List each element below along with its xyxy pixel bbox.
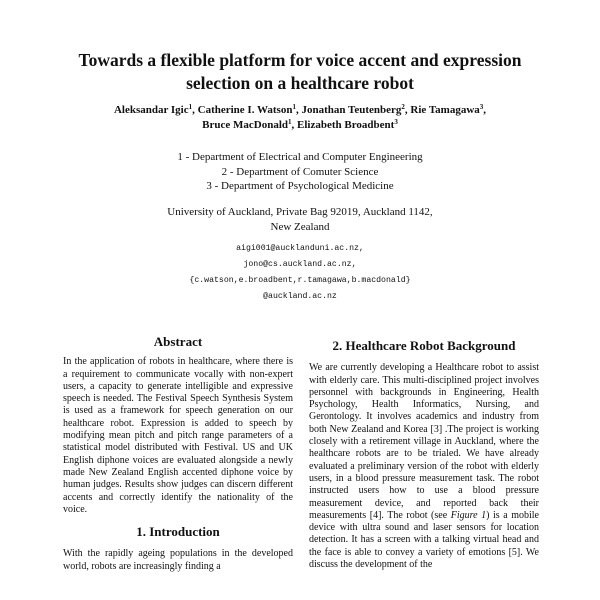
author-emails — [120, 241, 480, 305]
right-column — [309, 336, 539, 571]
title-line-1: Towards a flexible platform for voice accent and expression — [78, 50, 522, 70]
affiliation-line: 1 - Department of Electrical and Computer Engineering — [177, 151, 423, 163]
email-line: @auckland.ac.nz — [263, 292, 337, 301]
paper-title — [40, 49, 560, 95]
author-list — [40, 103, 560, 133]
authors-line-1: Aleksandar Igic$^1$, Catherine I. Watson$^1$, Jonathan Teutenberg$^2$, Rie Tamagawa$^3$, — [113, 103, 487, 116]
author-name: Catherine I. Watson — [197, 104, 293, 116]
address-line-2: New Zealand — [270, 220, 330, 233]
author-affiliation-mark: 3 — [394, 118, 398, 126]
left-column — [63, 336, 293, 573]
email-line: aigi001@aucklanduni.ac.nz, — [236, 244, 364, 253]
authors-line-2: Bruce MacDonald$^1$, Elizabeth Broadbent$^3$ — [202, 118, 398, 131]
email-line: jono@cs.auckland.ac.nz, — [243, 260, 357, 269]
title-line-2: selection on a healthcare robot — [186, 73, 414, 93]
abstract-body: In the application of robots in healthcare, where there is a requirement to communicate vocally with non-expert users, a capacity to generate intelligible and expressive speech is needed. The Festival Speech Synthesis System is used as a framework for speech generation on our healthcare robot. Expression is added to speech by modifying mean pitch and pitch range parameters of a statistical model distributed with Festival. US and UK English diphone voices are evaluated alongside a newly made New Zealand English accented diphone voice by human judges. Results show judges can discern different accents and correctly identify the nationality of the voice. — [63, 356, 293, 515]
author-name: Bruce MacDonald — [202, 119, 289, 131]
author-affiliation-mark: 1 — [288, 118, 292, 126]
affiliation-line: 2 - Department of Comuter Science — [221, 165, 379, 178]
introduction-body: With the rapidly ageing populations in the developed world, robots are increasingly finding a — [63, 548, 293, 572]
figure-reference: Figure 1 — [450, 509, 487, 521]
abstract-heading: Abstract — [153, 334, 203, 349]
affiliations — [0, 150, 600, 194]
author-name: Rie Tamagawa — [410, 104, 480, 116]
author-affiliation-mark: 2 — [401, 103, 405, 111]
institution-address — [150, 205, 450, 234]
email-line: {c.watson,e.broadbent,r.tamagawa,b.macdonald} — [189, 276, 411, 285]
author-name: Aleksandar Igic — [113, 104, 189, 116]
address-line-1: University of Auckland, Private Bag 92019, Auckland 1142, — [167, 206, 433, 218]
section-2-heading: 2. Healthcare Robot Background — [332, 338, 516, 353]
affiliation-line: 3 - Department of Psychological Medicine — [206, 180, 394, 192]
introduction-heading: 1. Introduction — [136, 524, 220, 540]
author-name: Elizabeth Broadbent — [297, 119, 395, 131]
author-affiliation-mark: 1 — [292, 103, 296, 111]
section-2-body: We are currently developing a Healthcare robot to assist with elderly care. This multi-disciplined project involves personnel with backgrounds in Engineering, Health Psychology, Health Informatics, Nursing, and Gerontology. It involves academics and industry from both New Zealand and Korea [3] .The project is working closely with a retirement village in Auckland, where the healthcare robots are to be trialed. We have already evaluated a preliminary version of the robot with elderly users, in a blood pressure measurement task. The robot instructed users how to use a blood pressure measurement device, and reported back their measurements [4]. The robot (see Figure 1) is a mobile device with ultra sound and laser sensors for location detection. It has a screen with a talking virtual head and the face is able to convey a variety of emotions [5]. We discuss the development of the — [309, 362, 539, 571]
author-affiliation-mark: 1 — [188, 103, 193, 111]
author-name: Jonathan Teutenberg — [301, 104, 402, 116]
author-affiliation-mark: 3 — [479, 103, 484, 111]
